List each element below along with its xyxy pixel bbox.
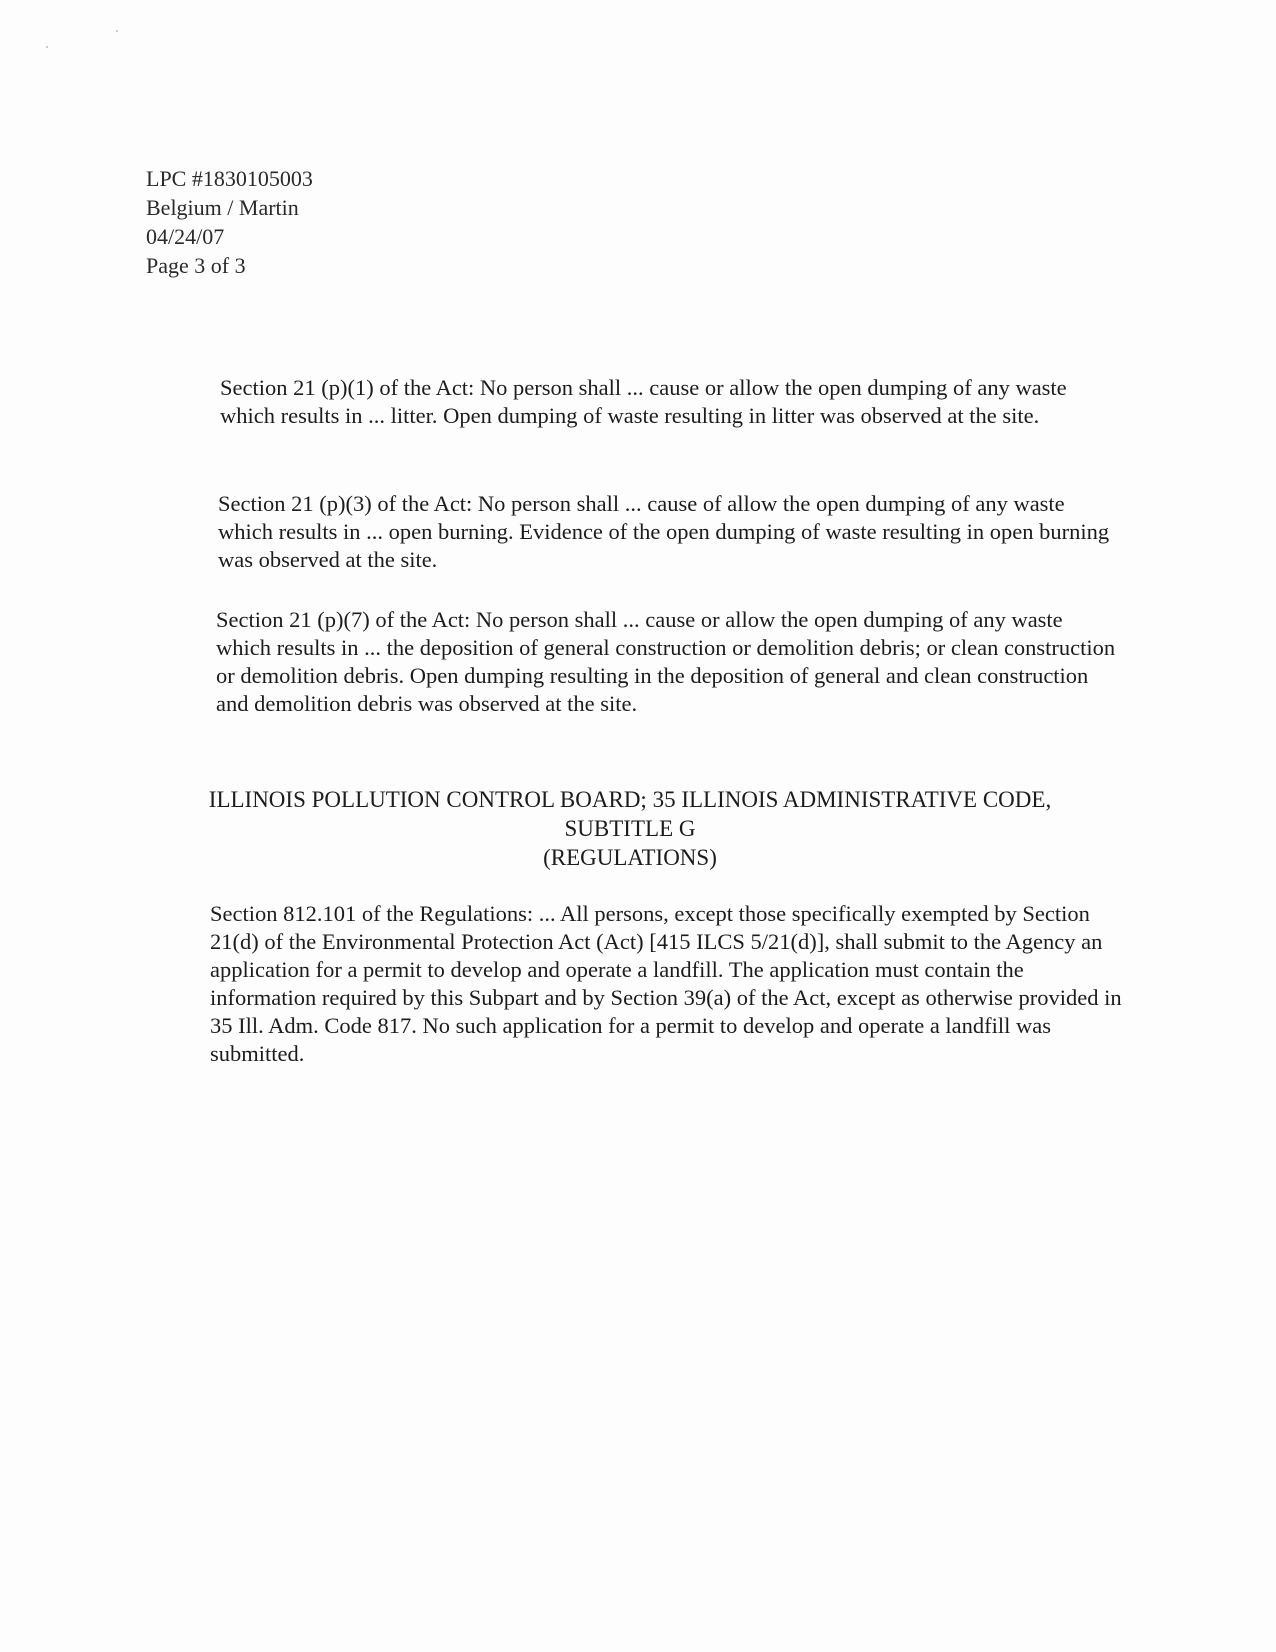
scan-speck [116,30,118,32]
act-section-21-p1: Section 21 (p)(1) of the Act: No person shall ... cause or allow the open dumping of any waste which results in ... litter. Open dumping of waste resulting in litter was observed at the site. [220,375,1067,428]
document-header [146,164,313,280]
regulation-section-812-101: Section 812.101 of the Regulations: ... All persons, except those specifically exempted by Section 21(d) of the Environmental Protection Act (Act) [415 ILCS 5/21(d)], shall submit to the Agency an application for a permit to develop and operate a landfill. The application must contain the information required by this Subpart and by Section 39(a) of the Act, except as otherwise provided in 35 Ill. Adm. Code 817. No such application for a permit to develop and operate a landfill was submitted. [210,901,1122,1066]
scan-speck [46,46,48,48]
act-section-21-p3: Section 21 (p)(3) of the Act: No person shall ... cause of allow the open dumping of any waste which results in ... open burning. Evidence of the open dumping of waste resulting in open burning was observed at the site. [218,491,1110,572]
regulations-heading [150,785,1110,872]
inspection-date: 04/24/07 [146,224,225,249]
act-section-21-p7: Section 21 (p)(7) of the Act: No person shall ... cause or allow the open dumping of any waste which results in ... the deposition of general construction or demolition debris; or clean construction or demolition debris. Open dumping resulting in the deposition of general and clean construction and demolition debris was observed at the site. [216,607,1116,716]
regulations-heading-line2: SUBTITLE G [564,816,696,841]
regulations-heading-line3: (REGULATIONS) [543,845,717,870]
regulations-heading-line1: ILLINOIS POLLUTION CONTROL BOARD; 35 ILLINOIS ADMINISTRATIVE CODE, [208,787,1052,812]
lpc-number: LPC #1830105003 [146,166,313,191]
site-location: Belgium / Martin [146,195,299,220]
page-number: Page 3 of 3 [146,253,246,278]
